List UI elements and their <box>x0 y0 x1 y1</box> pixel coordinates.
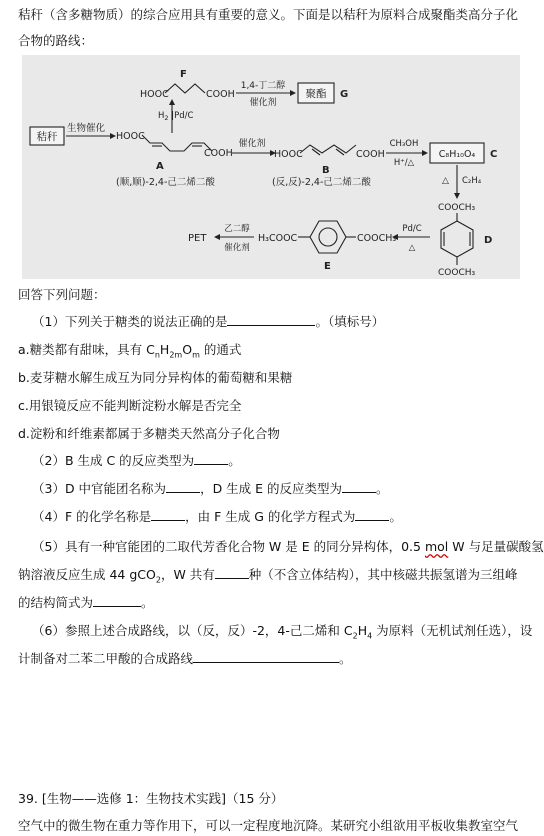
PET-catalyst-label: 催化剂 <box>224 243 250 253</box>
E-right-ester: COOCH₃ <box>357 233 397 244</box>
q6-text-end: 为原料（无机试剂任选），设 <box>372 623 533 638</box>
F-label: F <box>180 69 187 80</box>
question-1 <box>32 313 384 331</box>
q2-end: 。 <box>228 453 241 468</box>
sub-2m: 2m <box>169 350 183 360</box>
question-6-line-2 <box>18 650 352 668</box>
q5-line3-text: 的结构简式为 <box>18 595 94 610</box>
bio-catalysis-label: 生物催化 <box>66 123 106 134</box>
PET-label: PET <box>188 233 207 244</box>
q5-line2-text: 钠溶液反应生成 44 gCO <box>18 567 156 582</box>
D-label: D <box>484 235 493 246</box>
G-reagent: 1,4-丁二醇 <box>240 81 286 91</box>
E-benzene-ring <box>310 221 346 253</box>
q3-answer-blank-2[interactable] <box>342 480 376 493</box>
q2-answer-blank[interactable] <box>194 452 228 465</box>
F-cooh: COOH <box>206 89 235 100</box>
q5-text-end: W 与足量碳酸氢 <box>448 539 544 554</box>
q4-text: （4）F 的化学名称是 <box>32 509 152 524</box>
PdC-heat-label: △ <box>408 243 416 253</box>
option-c: c.用银镜反应不能判断淀粉水解是否完全 <box>18 398 242 413</box>
B-double-bond <box>312 149 320 155</box>
A-cooh: COOH <box>204 148 233 159</box>
arrowhead <box>290 90 296 96</box>
D-ring <box>441 221 473 257</box>
option-a-end: 的通式 <box>199 342 242 357</box>
arrowhead <box>454 193 460 199</box>
straw-label: 秸秆 <box>36 131 58 143</box>
E-aromatic-circle <box>319 228 337 246</box>
D-top-ester: COOCH₃ <box>438 203 476 213</box>
A-chain <box>142 135 212 151</box>
q5-text: （5）具有一种官能团的二取代芳香化合物 W 是 E 的同分异构体，0.5 <box>32 539 425 554</box>
q5-answer-blank-2[interactable] <box>93 594 141 607</box>
q5-line3-end: 。 <box>141 595 154 610</box>
A-label: A <box>156 161 164 172</box>
question-4 <box>32 508 402 526</box>
catalyst-AB: 催化剂 <box>238 139 266 149</box>
q3-end: 。 <box>376 481 389 496</box>
q5-line2-end: 种（不含立体结构），其中核磁共振氢谱为三组峰 <box>248 567 518 582</box>
intro-line-2: 合物的路线： <box>18 33 94 48</box>
arrowhead <box>169 99 175 105</box>
questions-prompt: 回答下列问题： <box>18 287 106 302</box>
question-3 <box>32 480 389 498</box>
sub-2: 2 <box>352 631 358 641</box>
B-name: (反,反)-2,4-己二烯二酸 <box>272 177 371 188</box>
polyester-label: 聚酯 <box>305 88 327 100</box>
q1-text: （1）下列关于糖类的说法正确的是 <box>32 314 228 329</box>
intro-line-1: 秸秆（含多糖物质）的综合应用具有重要的意义。下面是以秸秆为原料合成聚酯类高分子化 <box>18 7 519 22</box>
G-label: G <box>340 89 349 100</box>
F-hooc: HOOC <box>140 89 169 100</box>
section-39-line-1: 空气中的微生物在重力等作用下，可以一定程度地沉降。某研究小组欲用平板收集教室空气 <box>18 818 519 833</box>
question-2 <box>32 452 241 470</box>
q5-line2-mid: ，W 共有 <box>160 567 215 582</box>
q5-mol: mol <box>424 539 449 554</box>
G-catalyst: 催化剂 <box>249 98 277 108</box>
q6-text: （6）参照上述合成路线，以（反，反）-2，4-己二烯和 C <box>32 623 353 638</box>
B-cooh: COOH <box>356 149 385 160</box>
q4-answer-blank-1[interactable] <box>151 508 185 521</box>
option-d: d.淀粉和纤维素都属于多糖类天然高分子化合物 <box>18 426 280 441</box>
B-hooc: HOOC <box>274 149 303 160</box>
PdC-label: Pd/C <box>402 224 422 234</box>
formula-h: H <box>159 342 170 357</box>
F-chain <box>165 84 205 93</box>
CH3OH-label: CH₃OH <box>389 139 419 149</box>
q5-answer-blank-1[interactable] <box>215 566 249 579</box>
B-chain <box>300 145 356 153</box>
q3-answer-blank-1[interactable] <box>166 480 200 493</box>
B-double-bond <box>336 149 344 155</box>
arrowhead <box>422 150 428 156</box>
sub-n: n <box>154 350 160 360</box>
question-5-line-3 <box>18 594 154 612</box>
synthesis-scheme <box>22 55 520 279</box>
E-left-ester: H₃COOC <box>258 233 298 244</box>
q4-end: 。 <box>389 509 402 524</box>
q1-end: 。（填标号） <box>315 314 385 329</box>
question-5-line-1 <box>32 538 544 556</box>
A-name: (顺,顺)-2,4-己二烯二酸 <box>116 177 215 188</box>
q3-text: （3）D 中官能团名称为 <box>32 481 167 496</box>
H-heat-label: H⁺/△ <box>393 158 415 168</box>
question-5-line-2 <box>18 566 518 590</box>
A-hooc: HOOC <box>116 131 145 142</box>
formula-o: O <box>182 342 193 357</box>
C-label: C <box>490 149 498 160</box>
q6-answer-blank[interactable] <box>193 650 339 663</box>
q1-answer-blank[interactable] <box>227 313 315 326</box>
D-bottom-ester: COOCH₃ <box>438 268 476 278</box>
E-label: E <box>324 261 331 272</box>
section-39-title: 39. [生物——选修 1：生物技术实践]（15 分） <box>18 791 284 806</box>
formula-h: H <box>357 623 368 638</box>
sub-2: 2 <box>155 575 161 585</box>
question-6-line-1 <box>32 622 532 646</box>
q4-mid: ，由 F 生成 G 的化学方程式为 <box>185 509 356 524</box>
option-b: b.麦芽糖水解生成互为同分异构体的葡萄糖和果糖 <box>18 370 293 385</box>
sub-4: 4 <box>367 631 373 641</box>
option-a <box>18 341 241 365</box>
C-formula: C₈H₁₀O₄ <box>438 149 476 160</box>
arrowhead <box>214 234 220 240</box>
option-a-text: a.糖类都有甜味，具有 C <box>18 342 155 357</box>
B-label: B <box>322 165 330 176</box>
delta-label: △ <box>442 176 449 186</box>
q4-answer-blank-2[interactable] <box>355 508 389 521</box>
q3-mid: ，D 生成 E 的反应类型为 <box>200 481 343 496</box>
C2H4-label: C₂H₄ <box>462 176 482 186</box>
H2-label: $H_2$ |Pd/C <box>158 111 194 122</box>
sub-m: m <box>192 350 200 360</box>
q2-text: （2）B 生成 C 的反应类型为 <box>32 453 195 468</box>
q6-line2-end: 。 <box>339 651 352 666</box>
q6-line2-text: 计制备对二苯二甲酸的合成路线 <box>18 651 194 666</box>
glycol-label: 乙二醇 <box>224 224 250 234</box>
